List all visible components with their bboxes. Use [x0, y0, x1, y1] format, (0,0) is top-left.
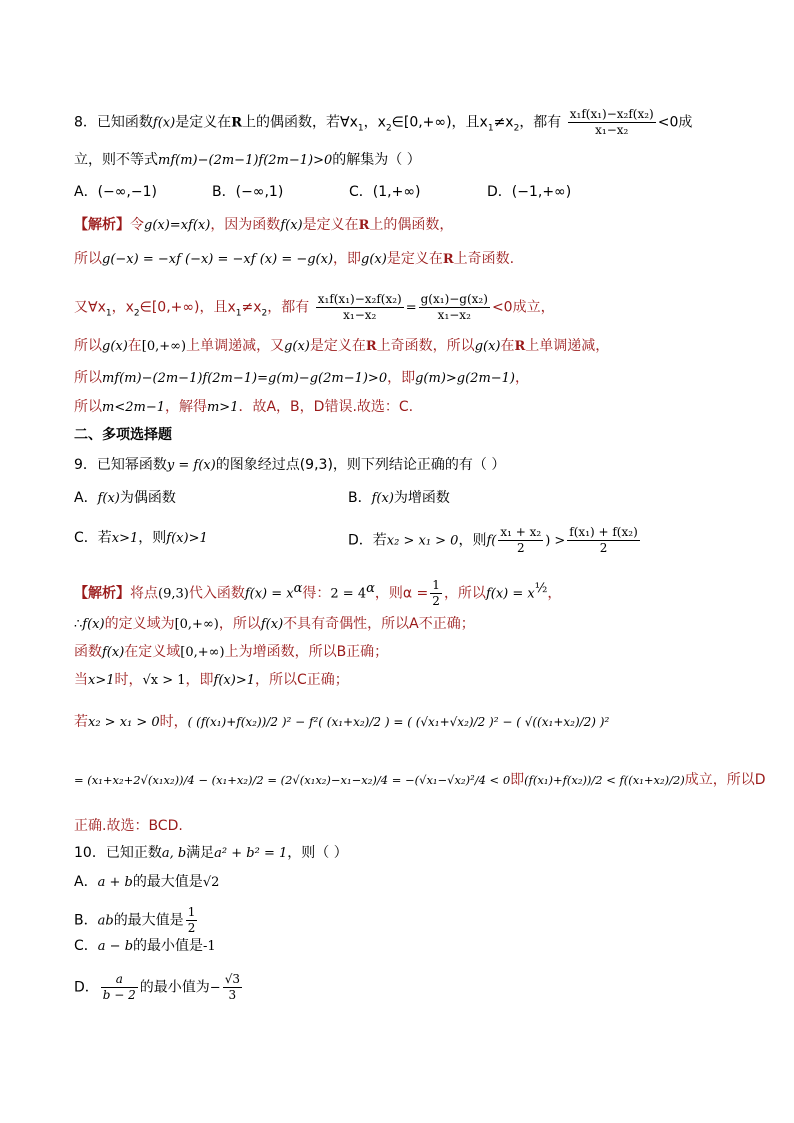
q8-line2: 立，则不等式mf(m)−(2m−1)f(2m−1)>0的解集为（ ）: [74, 152, 421, 168]
q9-option-a: A．f(x)为偶函数: [74, 490, 176, 506]
q10-option-a: A．a + b的最大值是√2: [74, 874, 220, 890]
sol8-line1: 【解析】令g(x)=xf(x)，因为函数f(x)是定义在R上的偶函数，: [74, 217, 454, 233]
sol8-line6: 所以m<2m−1，解得m>1．故A，B，D错误.故选：C.: [74, 399, 414, 415]
q9-option-c: C．若x>1，则f(x)>1: [74, 530, 208, 546]
sol9-line4: 当x>1时，√x > 1，即f(x)>1，所以C正确；: [74, 672, 349, 688]
sol9-line6: = (x₁+x₂+2√(x₁x₂))/4 − (x₁+x₂)/2 = (2√(x₁x₂)−x₁−x₂)/4 = −(√x₁−√x₂)²/4 < 0即(f(x₁)+f(x₂))/2 < f((x₁+x₂)/2)成立，所以D: [74, 772, 766, 788]
q9-option-d: D．若x₂ > x₁ > 0，则f( $\frac{\text{x₁ + x₂}}{2}$ ) > $\frac{\text{f(x₁) + f(x₂)}}{2}$: [348, 525, 638, 555]
section-heading: 二、多项选择题: [74, 427, 172, 443]
sol9-line5: 若x₂ > x₁ > 0时，( (f(x₁)+f(x₂))/2 )² − f²( (x₁+x₂)/2 ) = ( (√x₁+√x₂)/2 )² − ( √((x₁+x₂)/2) )²: [74, 714, 610, 730]
q10-option-d: D． $\frac{a}{b - 2}$ 的最小值为− $\frac{√3}{3}$: [74, 972, 240, 1002]
q8-option-a: A．(−∞,−1): [74, 184, 157, 200]
q9-line1: 9．已知幂函数y = f(x)的图象经过点(9,3)，则下列结论正确的有（ ）: [74, 457, 506, 473]
q8-option-b: B．(−∞,1): [212, 184, 284, 200]
q10-line1: 10．已知正数a, b满足a² + b² = 1，则（ ）: [74, 845, 348, 861]
sol9-line2: ∴f(x)的定义域为[0,+∞)，所以f(x)不具有奇偶性，所以A不正确；: [74, 616, 475, 632]
sol9-line7: 正确.故选：BCD.: [74, 818, 183, 834]
sol9-line1: 【解析】将点(9,3)代入函数$f(x) = x^\alpha$得：$2 = 4^\alpha$，则α = $\frac{1}{2}$ ，所以$f(x) = x^{\frac{1}{2}}$，: [74, 578, 562, 608]
sol8-line2: 所以g(−x) = −xf (−x) = −xf (x) = −g(x)，即g(x)是定义在R上奇函数.: [74, 251, 515, 267]
q10-option-c: C．a − b的最小值是-1: [74, 938, 216, 954]
sol8-line5: 所以mf(m)−(2m−1)f(2m−1)=g(m)−g(2m−1)>0，即g(m)>g(2m−1)，: [74, 370, 530, 386]
sol9-line3: 函数f(x)在定义域[0,+∞)上为增函数，所以B正确；: [74, 644, 389, 660]
q8-line1: 8．已知函数f(x)是定义在R上的偶函数，若$\forall x_1$，$x_2\in[0,+\infty)$，且$x_1\ne x_2$，都有 $\frac{\text{x₁f(x₁)−x₂f(x₂)}}{\text{x₁−x₂}}$ <0成: [74, 107, 693, 137]
sol8-line4: 所以g(x)在[0,+∞)上单调递减，又g(x)是定义在R上奇函数，所以g(x)在R上单调递减，: [74, 338, 610, 354]
q8-option-c: C．(1,+∞): [349, 184, 421, 200]
q8-option-d: D．(−1,+∞): [487, 184, 572, 200]
q9-option-b: B．f(x)为增函数: [348, 490, 450, 506]
sol8-line3: 又$\forall x_1$，$x_2\in[0,+\infty)$，且$x_1\ne x_2$，都有 $\frac{\text{x₁f(x₁)−x₂f(x₂)}}{\text{x₁−x₂}}$ = $\frac{\text{g(x₁)−g(x₂)}}{\text{x₁−x₂}}$ <0成立，: [74, 292, 555, 322]
q10-option-b: B．ab的最大值是 $\frac{1}{2}$: [74, 905, 196, 935]
